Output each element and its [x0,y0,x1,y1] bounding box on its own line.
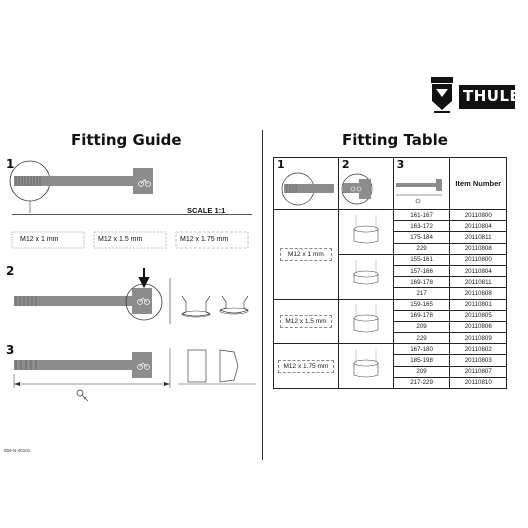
header-col-2-label: 2 [341,158,350,171]
header-col-item: Item Number [450,158,507,210]
item-number-cell: 20110803 [450,355,507,366]
adapter-tall-icon [346,347,386,383]
item-number-cell: 20110804 [450,265,507,276]
length-cell: 169-178 [393,310,450,321]
fitting-guide-title: Fitting Guide [71,131,182,149]
axle-head-thumbnail-icon [339,171,391,207]
table-row [274,344,507,355]
gauge-label-1: M12 x 1 mm [20,236,59,243]
adapter-cell [338,344,393,389]
length-cell: 209 [393,366,450,377]
length-cell: 229 [393,243,450,254]
item-number-cell: 20110810 [450,377,507,388]
item-number-cell: 20110811 [450,277,507,288]
adapter-tall-icon [346,213,386,249]
thread-cell-m12x1 [274,210,339,300]
fitting-table [273,157,507,389]
item-number-cell: 20110804 [450,221,507,232]
step-3-number: 3 [6,343,15,357]
table-row [274,299,507,310]
adapter-tall-icon [346,302,386,338]
item-number-cell: 20110800 [450,254,507,265]
gauge-label-3: M12 x 1.75 mm [180,236,229,243]
length-cell: 161-167 [393,210,450,221]
length-cell: 217 [393,288,450,299]
length-cell: 167-180 [393,344,450,355]
section-divider [262,130,263,460]
brand-logo-text: THULE [463,87,521,105]
step-2-number: 2 [6,264,15,278]
shield-logo-icon [430,75,454,115]
step-3-axle-drawing [0,340,262,410]
thread-gauge-label: M12 x 1 mm [280,248,332,261]
item-number-cell: 20110808 [450,243,507,254]
adapter-short-icon [346,258,386,294]
length-cell: 155-161 [393,254,450,265]
item-number-cell: 20110811 [450,232,507,243]
item-number-cell: 20110808 [450,288,507,299]
gauge-label-2: M12 x 1.5 mm [98,236,143,243]
length-cell: 217-229 [393,377,450,388]
length-cell: 169-178 [393,277,450,288]
item-number-cell: 20110801 [450,299,507,310]
header-col-1 [274,158,339,210]
length-cell: 163-172 [393,221,450,232]
item-number-cell: 20110805 [450,310,507,321]
length-cell: 159-165 [393,299,450,310]
scale-label: SCALE 1:1 [187,206,226,215]
length-cell: 185-198 [393,355,450,366]
thread-cell-m12x1-75 [274,344,339,389]
length-cell: 209 [393,321,450,332]
full-axle-thumbnail-icon [394,171,448,207]
length-cell: 175-184 [393,232,450,243]
axle-end-thumbnail-icon [274,171,336,207]
table-row [274,210,507,221]
brand-logo [459,85,521,109]
header-col-2 [338,158,393,210]
header-col-3 [393,158,450,210]
table-header-row [274,158,507,210]
adapter-cell [338,299,393,344]
length-cell: 157-166 [393,265,450,276]
header-col-3-label: 3 [396,158,405,171]
thread-cell-m12x1-5 [274,299,339,344]
item-number-cell: 20110802 [450,344,507,355]
step-1-number: 1 [6,157,15,171]
length-cell: 229 [393,333,450,344]
thread-gauge-label: M12 x 1.5 mm [280,315,332,328]
header-col-1-label: 1 [277,158,285,171]
item-number-cell: 20110809 [450,333,507,344]
adapter-cell [338,254,393,299]
fitting-table-title: Fitting Table [342,131,448,149]
item-number-cell: 20110806 [450,321,507,332]
thread-gauge-label: M12 x 1.75 mm [278,360,334,373]
document-code: 559-N-40101 [4,448,31,453]
step-2-axle-drawing [0,262,262,332]
item-number-cell: 20110800 [450,210,507,221]
adapter-cell [338,210,393,255]
item-number-cell: 20110807 [450,366,507,377]
